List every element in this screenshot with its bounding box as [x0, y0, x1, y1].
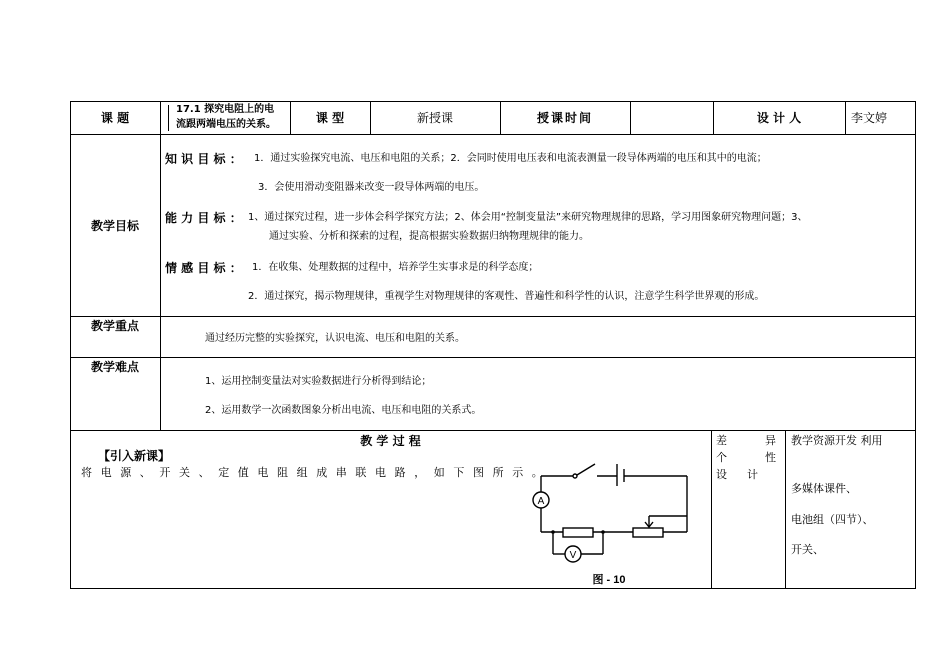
table-rule-header-bottom	[70, 134, 916, 135]
emotion-line2: 2．通过探究，揭示物理规律，重视学生对物理规律的客观性、普遍性和科学性的认识，注意学生科学世界观的形成。	[248, 291, 765, 302]
topic-value-line2: 流跟两端电压的关系。	[176, 119, 276, 130]
knowledge-line1: 1．通过实验探究电流、电压和电阻的关系；2．会同时使用电压表和电流表测量一段导体两端的电压和其中的电流；	[254, 153, 767, 164]
time-label: 授课时间	[536, 111, 593, 125]
designer-label: 设 计 人	[756, 111, 802, 125]
header-divider-6	[845, 101, 846, 135]
objectives-row-label: 教学目标	[90, 219, 139, 233]
process-title: 教 学 过 程	[360, 434, 421, 448]
difficulties-line1: 1、运用控制变量法对实验数据进行分析得到结论；	[205, 376, 432, 387]
diff-label-b: 异	[765, 434, 776, 447]
difficulties-row-label: 教学难点	[91, 360, 140, 374]
resource-item: 开关、	[791, 543, 824, 556]
resource-item: 多媒体课件、	[791, 482, 857, 495]
topic-mark	[168, 105, 169, 131]
junction-dot-2	[601, 530, 605, 534]
switch-pivot	[573, 474, 577, 478]
table-rule-difficulties-bottom	[70, 430, 916, 431]
header-divider-4	[630, 101, 631, 135]
table-rule-keypoints-bottom	[70, 357, 916, 358]
type-label: 课 型	[315, 111, 345, 125]
emotion-label: 情 感 目 标 ：	[165, 261, 242, 275]
topic-value-line1: 17.1 探究电阻上的电	[176, 104, 275, 115]
process-intro-text: 将电源、开关、定值电阻组成串联电路，如下图所示。	[81, 466, 552, 479]
switch-blade	[577, 464, 595, 475]
figure-caption: 图 - 10	[592, 574, 626, 586]
emotion-line1: 1．在收集、处理数据的过程中，培养学生实事求是的科学态度；	[252, 262, 539, 273]
process-section-title: 【引入新课】	[98, 449, 171, 463]
fixed-resistor	[563, 528, 593, 537]
designer-value: 李文婷	[851, 111, 888, 125]
rheostat	[633, 528, 663, 537]
diff-label-f: 计	[747, 468, 758, 481]
table-rule-label-column	[160, 101, 161, 431]
resources-title: 教学资源开发 利用	[791, 434, 883, 447]
topic-label: 课 题	[100, 111, 130, 125]
process-divider-1	[711, 430, 712, 589]
ability-line2: 通过实验、分析和探索的过程，提高根据实验数据归纳物理规律的能力。	[269, 231, 589, 242]
resource-item: 电池组（四节）、	[791, 513, 874, 526]
ability-line1: 1、通过探究过程，进一步体会科学探究方法；2、体会用“控制变量法”来研究物理规律的思路，学习用图象研究物理问题；3、	[248, 212, 808, 223]
knowledge-line2: 3．会使用滑动变阻器来改变一段导体两端的电压。	[258, 182, 485, 193]
diff-label-d: 性	[765, 451, 776, 464]
voltmeter-symbol: V	[569, 550, 577, 561]
table-rule-objectives-bottom	[70, 316, 916, 317]
junction-dot-1	[551, 530, 555, 534]
table-border-bottom	[70, 588, 916, 589]
ammeter-symbol: A	[537, 496, 545, 507]
diff-label-a: 差	[716, 434, 727, 447]
circuit-diagram	[525, 458, 705, 590]
diff-label-e: 设	[716, 468, 727, 481]
keypoints-row-label: 教学重点	[91, 319, 140, 333]
knowledge-label: 知 识 目 标 ：	[165, 152, 242, 166]
table-border-right	[915, 101, 916, 589]
keypoints-text: 通过经历完整的实验探究，认识电流、电压和电阻的关系。	[205, 333, 465, 344]
ability-label: 能 力 目 标 ：	[165, 211, 242, 225]
process-divider-2	[785, 430, 786, 589]
table-border-left	[70, 101, 71, 589]
difficulties-line2: 2、运用数学一次函数图象分析出电流、电压和电阻的关系式。	[205, 405, 482, 416]
diff-label-c: 个	[716, 451, 727, 464]
table-border-top	[70, 101, 916, 102]
type-value: 新授课	[416, 111, 453, 125]
